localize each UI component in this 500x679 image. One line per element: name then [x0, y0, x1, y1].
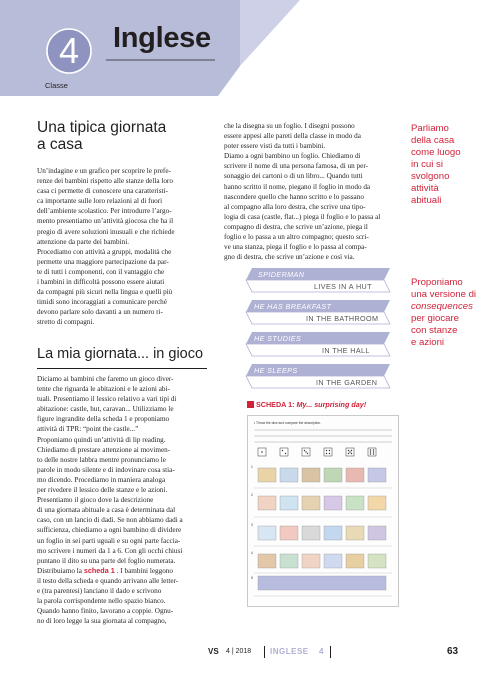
note1-line: attività: [411, 183, 439, 194]
col1b-line: figure ingrandite della scheda 1 e proponiamo: [37, 415, 170, 424]
worksheet-thumbnail: [247, 415, 399, 607]
col1-line: stretto di compagni.: [37, 318, 95, 327]
footer-magazine: VS: [208, 647, 219, 656]
worksheet-row-4: 4: [251, 551, 253, 555]
note1-line: come luogo: [411, 147, 461, 158]
ribbon-2: [246, 300, 390, 324]
col1b-line: caso, con un lancio di dadi. Se non abbiamo dadi a: [37, 516, 183, 525]
col1-line: da compagni più sicuri nella lingua e quelli più: [37, 288, 173, 297]
note2-line: consequences: [411, 301, 473, 312]
col2-line: nascondere quello che hanno scritto e lo passano: [224, 192, 364, 201]
text-span: Distribuiamo la: [37, 566, 82, 575]
col1b-line: mo dicendo. Procediamo in maniera analoga: [37, 475, 166, 484]
ribbon-3: [246, 332, 390, 356]
ribbon-4: [246, 364, 390, 388]
note2-line: Proponiamo: [411, 277, 463, 288]
col1b-line: Proponiamo quindi un’attività di lip reading.: [37, 435, 166, 444]
note1-line: svolgono: [411, 171, 450, 182]
ribbon-4-place: IN THE GARDEN: [316, 378, 378, 387]
ribbon-4-subject: HE SLEEPS: [254, 366, 298, 375]
col1-line: permette una maggiore partecipazione da par-: [37, 257, 169, 266]
worksheet-row-5: 5: [251, 576, 253, 580]
col1-line: Un’indagine e un grafico per scoprire le prefe-: [37, 167, 171, 175]
col1b-line: [37, 566, 207, 576]
col1b-line: tuali. Presentiamo il lessico relativo a vari tipi di: [37, 395, 177, 404]
section-divider: [37, 368, 207, 369]
worksheet-instruction: • Throw the dice and compare the description.: [254, 421, 322, 425]
col1-line: dell’ambiente scolastico. Per introdurre l’argo-: [37, 207, 172, 216]
worksheet-row-3: 3: [251, 523, 253, 527]
col1b-line: puntano il dito su una parte del foglio numerata.: [37, 556, 176, 565]
col2-line: gno di destra, che scrive un’azione e così via.: [224, 253, 355, 262]
col1-line: timidi sono incoraggiati a comunicare perché: [37, 298, 167, 307]
article-column-2: [224, 121, 396, 262]
col1b-line: di una giornata abituale a casa è determinata dal: [37, 506, 176, 515]
article-column-1b: [37, 374, 207, 626]
col1b-line: il testo della scheda e quando arrivano alle letter-: [37, 576, 179, 585]
col1b-line: parole in modo silente e di indovinare cosa stia-: [37, 465, 175, 474]
sidebar-note-2: [411, 277, 497, 349]
ribbon-1-subject: SPIDERMAN: [258, 270, 305, 279]
ribbon-2-subject: HE HAS BREAKFAST: [254, 302, 332, 311]
col1-line: devono parlare solo davanti a un numero ri-: [37, 308, 163, 317]
col1b-line: la parola corrispondente nello spazio bianco.: [37, 597, 166, 606]
note2-line: e azioni: [411, 337, 445, 348]
col1-line: renze dei bambini rispetto alle stanze della loro: [37, 177, 173, 186]
col1-line: pregio di avere soluzioni inusuali e che richiede: [37, 227, 175, 236]
col2-line: scrivere il nome di una persona famosa, di un per-: [224, 162, 368, 171]
worksheet-row-2: 2: [251, 493, 253, 497]
page-number: 63: [447, 646, 459, 657]
col1-line: attenzione da parte dei bambini.: [37, 237, 130, 246]
ribbon-3-place: IN THE HALL: [322, 346, 370, 355]
ribbon-1: [246, 268, 390, 292]
col1b-line: Diciamo ai bambini che faremo un gioco diver-: [37, 375, 174, 383]
col1-line: casa ci permette di conoscere una caratteristi-: [37, 187, 168, 196]
grade-number: 4: [58, 30, 80, 71]
note2-line: una versione di: [411, 289, 477, 300]
col2-line: compagno di destra, che scrive un’azione, piega il: [224, 222, 368, 231]
col1b-line: no di loro legge la sua giornata al compagno,: [37, 617, 167, 626]
col1b-line: Quando hanno finito, lavorano a coppie. Ognu-: [37, 607, 174, 616]
footer-section: 4: [319, 647, 324, 656]
col1b-line: un foglio in sei parti uguali e su ogni parte faccia-: [37, 536, 181, 545]
footer-subject: INGLESE: [270, 647, 309, 656]
footer-issue: 4 | 2018: [226, 648, 252, 655]
note1-line: della casa: [411, 135, 455, 146]
col1b-line: attività di TPR: “point the castle...”: [37, 425, 139, 434]
col1b-line: mo scrivere i numeri da 1 a 6. Con gli occhi chiusi: [37, 546, 183, 555]
col1-line: i bambini in difficoltà possono essere aiutati: [37, 278, 165, 287]
worksheet-illustration: [248, 416, 398, 606]
col1b-line: tente che riguarda le abitazioni e le azioni abi-: [37, 385, 170, 394]
scheda-reference: scheda 1: [83, 565, 115, 575]
col2-line: foglio e lo passa a un altro compagno; questo scri-: [224, 233, 369, 242]
note1-line: abituali: [411, 195, 442, 206]
sidebar-note-1: [411, 123, 491, 207]
col1-line: ca importante sulle loro relazioni al di fuori: [37, 197, 163, 206]
col2-line: hanno scritto il nome, piegano il foglio in modo da: [224, 182, 371, 191]
col1b-line: abitazione: castle, hut, caravan... Utilizziamo le: [37, 405, 174, 414]
ribbon-2-place: IN THE BATHROOM: [306, 314, 379, 323]
col2-line: essere appesi alle pareti della classe in modo da: [224, 132, 361, 141]
col1b-line: to delle nostre labbra mentre pronunciamo le: [37, 455, 166, 464]
col1b-line: Presentiamo il gioco dove la descrizione: [37, 496, 154, 505]
col2-line: logia di casa (castle, flat...) piega il foglio e lo passa al: [224, 212, 381, 221]
col1-line: mento presentiamo un’attività giocosa che ha il: [37, 217, 174, 226]
col2-line: al compagno alla loro destra, che scrive una tipo-: [224, 202, 366, 211]
subject-title: Inglese: [113, 22, 211, 54]
col2-line: che la disegna su un foglio. I disegni possono: [224, 122, 355, 130]
col2-line: ve una stanza, piega il foglio e lo passa al compa-: [224, 243, 367, 252]
note1-line: Parliamo: [411, 123, 449, 134]
worksheet-row-1: 1: [251, 465, 253, 469]
section-title: La mia giornata... in gioco: [37, 346, 204, 362]
article-title: Una tipica giornata a casa: [37, 119, 167, 153]
worksheet-caption: SCHEDA 1: My... surprising day!: [247, 400, 366, 409]
col2-line: Diamo a ogni bambino un foglio. Chiediamo di: [224, 152, 361, 161]
col2-line: sonaggio dei cartoni o di un libro... Quando tutti: [224, 172, 363, 181]
ribbon-3-subject: HE STUDIES: [254, 334, 302, 343]
col1b-line: Chiediamo di prestare attenzione ai movimen-: [37, 445, 171, 454]
footer-divider-1: [264, 646, 265, 658]
note1-line: in cui si: [411, 159, 443, 170]
consequences-ribbons: [244, 266, 396, 392]
worksheet-icon: [247, 401, 254, 408]
col1b-line: e (tra parentesi) lanciano il dado e scrivono: [37, 586, 162, 595]
col1b-line: sufficienza, chiediamo a ogni bambino di dividere: [37, 526, 182, 535]
text-span: . I bambini leggono: [116, 566, 173, 575]
col1b-line: per rivedere il lessico delle stanze e le azioni.: [37, 486, 168, 495]
col2-line: poter essere visti da tutti i bambini.: [224, 142, 326, 151]
footer-divider-2: [330, 646, 331, 658]
col1-line: te di tutti i componenti, con il vantaggio che: [37, 267, 165, 276]
grade-label: Classe: [45, 81, 68, 90]
article-column-1: [37, 166, 207, 328]
ribbon-1-place: LIVES IN A HUT: [314, 282, 372, 291]
col1-line: Procediamo con attività a gruppi, modalità che: [37, 247, 172, 256]
note2-line: per giocare: [411, 313, 459, 324]
note2-line: con stanze: [411, 325, 458, 336]
